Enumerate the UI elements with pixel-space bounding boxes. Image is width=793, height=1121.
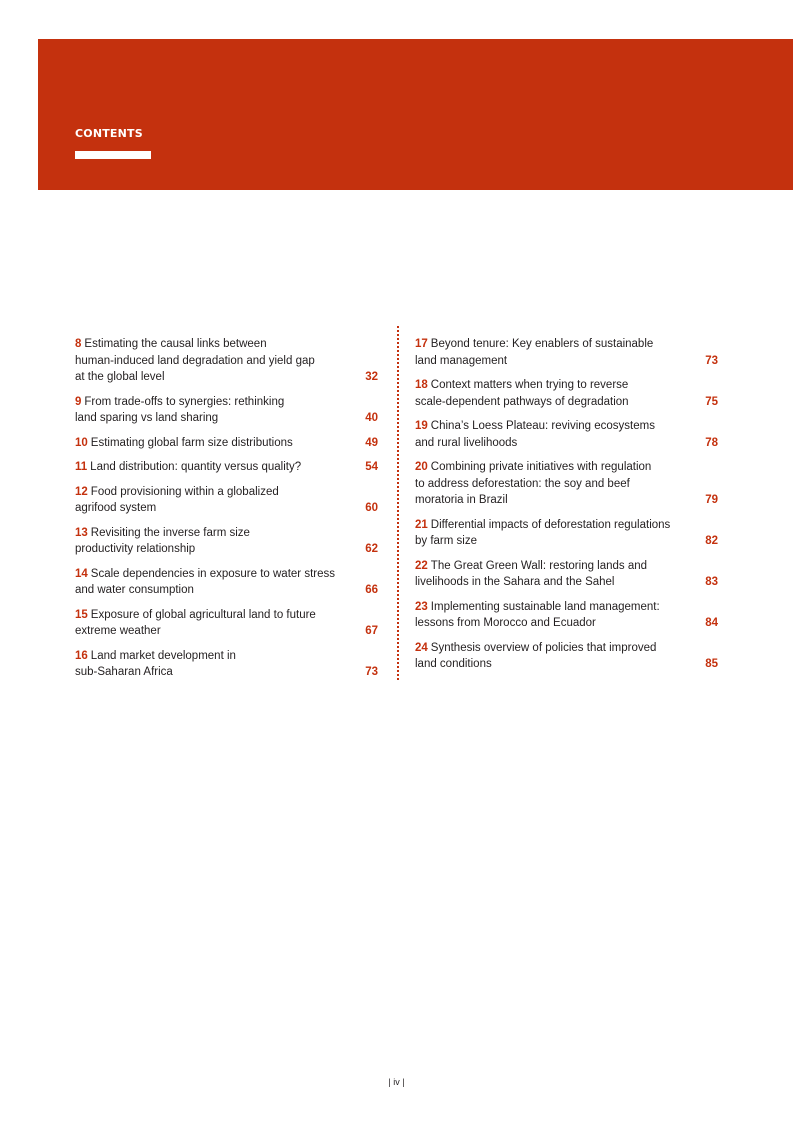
toc-entry-title-text: agrifood system (75, 502, 157, 514)
toc-entry-title-line (415, 599, 686, 616)
toc-entry-title-text: at the global level (75, 371, 165, 383)
toc-entry[interactable] (415, 517, 718, 550)
toc-entry-page-number: 73 (705, 354, 718, 367)
toc-entry-number: 23 (415, 600, 428, 613)
toc-entry-page-number: 62 (365, 543, 378, 555)
toc-entry-title-line (415, 517, 686, 534)
toc-entry-page-number: 83 (705, 576, 718, 588)
toc-entry-title-line (75, 484, 346, 501)
toc-entry-title-text: and water consumption (75, 584, 194, 596)
toc-entry-title-line (75, 582, 346, 599)
toc-entry-title-text: scale-dependent pathways of degradation (415, 395, 629, 408)
toc-entry-title-line (415, 459, 686, 476)
toc-entry-number: 21 (415, 518, 428, 531)
toc-entry-number: 22 (415, 559, 428, 572)
toc-entry-number: 15 (75, 608, 88, 621)
toc-entry-page-number: 60 (365, 502, 378, 514)
toc-entry-page-number: 32 (365, 371, 378, 383)
toc-entry-number: 9 (75, 395, 82, 408)
toc-entry-page-number: 40 (365, 412, 378, 424)
toc-entry[interactable] (75, 566, 378, 599)
toc-entry-title-text: moratoria in Brazil (415, 494, 508, 506)
toc-entry-title-line (75, 648, 346, 665)
toc-entry-number: 16 (75, 649, 88, 662)
toc-entry-title-line (415, 336, 686, 353)
toc-entry-title-text: land sparing vs land sharing (75, 412, 219, 424)
toc-entry[interactable] (75, 648, 378, 681)
toc-entry-page-number: 54 (365, 461, 378, 473)
toc-entry-title-line (415, 394, 686, 411)
toc-entry[interactable] (415, 599, 718, 632)
toc-entry-title-line (75, 336, 346, 353)
toc-entry[interactable] (75, 459, 378, 476)
toc-column-right (415, 336, 718, 681)
toc-entry-number: 8 (75, 338, 82, 350)
toc-entry-title-line (415, 656, 686, 673)
toc-entry-title-line (75, 541, 346, 558)
toc-entry-title-line (415, 574, 686, 591)
toc-entry-title-text: Beyond tenure: Key enablers of sustainable (430, 338, 654, 350)
toc-entry-title-line (415, 492, 686, 509)
toc-entry-title-text: Scale dependencies in exposure to water stress (90, 567, 335, 580)
toc-entry[interactable] (75, 607, 378, 640)
toc-entry-number: 19 (415, 420, 428, 432)
toc-entry-title-line (415, 615, 686, 632)
toc-entry-title-text: Land market development in (90, 649, 236, 662)
toc-entry[interactable] (415, 377, 718, 410)
toc-entry-title-line (415, 476, 686, 493)
toc-entry-title-text: human-induced land degradation and yield gap (75, 354, 315, 367)
toc-entry-page-number: 73 (365, 666, 378, 678)
toc-entry[interactable] (415, 459, 718, 509)
toc-entry-number: 10 (75, 436, 88, 449)
toc-entry-title-line (75, 623, 346, 640)
toc-entry-title-line (75, 500, 346, 517)
toc-entry-title-text: Context matters when trying to reverse (430, 379, 629, 391)
toc-entry-title-text: Synthesis overview of policies that improved (430, 641, 657, 654)
toc-entry-title-text: China’s Loess Plateau: reviving ecosystems (430, 420, 655, 432)
toc-entry-page-number: 75 (705, 395, 718, 408)
toc-entry[interactable] (415, 418, 718, 451)
toc-entry-title-text: sub-Saharan Africa (75, 666, 173, 678)
toc-entry-page-number: 79 (705, 494, 718, 506)
toc-entry-title-text: livelihoods in the Sahara and the Sahel (415, 576, 615, 588)
toc-entry-title-text: Implementing sustainable land management: (430, 600, 660, 613)
toc-entry-page-number: 78 (705, 436, 718, 449)
toc-entry-title-text: Estimating the causal links between (84, 338, 267, 350)
toc-entry-number: 11 (75, 461, 88, 473)
toc-entry-title-text: Estimating global farm size distributions (90, 436, 293, 449)
toc-entry-title-text: extreme weather (75, 625, 161, 637)
toc-entry[interactable] (415, 558, 718, 591)
toc-entry-title-line (75, 664, 346, 681)
toc-entry-page-number: 82 (705, 535, 718, 547)
page-title: CONTENTS (75, 127, 143, 140)
toc-entry-number: 17 (415, 338, 428, 350)
toc-entry-title-text: lessons from Morocco and Ecuador (415, 617, 596, 629)
toc-entry-number: 13 (75, 526, 88, 539)
toc-entry[interactable] (75, 336, 378, 386)
toc-entry-title-line (415, 558, 686, 575)
column-divider (397, 326, 399, 680)
toc-entry-title-text: Land distribution: quantity versus quality? (90, 461, 302, 473)
toc-entry[interactable] (75, 435, 378, 452)
toc-entry-title-line (75, 435, 346, 452)
toc-entry-title-line (75, 369, 346, 386)
contents-header-banner (38, 39, 793, 190)
toc-entry-title-line (415, 435, 686, 452)
toc-entry[interactable] (75, 394, 378, 427)
toc-entry-title-line (415, 533, 686, 550)
toc-entry-number: 14 (75, 567, 88, 580)
toc-entry-title-text: Combining private initiatives with regulation (430, 461, 652, 473)
toc-entry-title-text: From trade-offs to synergies: rethinking (84, 395, 285, 408)
toc-entry-number: 18 (415, 379, 428, 391)
toc-entry-title-text: land conditions (415, 658, 492, 670)
toc-entry-title-line (75, 394, 346, 411)
toc-entry[interactable] (75, 484, 378, 517)
toc-entry-title-line (75, 410, 346, 427)
toc-entry-title-text: Differential impacts of deforestation regulations (430, 518, 671, 531)
toc-entry-page-number: 84 (705, 617, 718, 629)
toc-entry[interactable] (415, 640, 718, 673)
toc-entry-number: 12 (75, 485, 88, 498)
toc-column-left (75, 336, 378, 689)
toc-entry-title-text: Exposure of global agricultural land to future (90, 608, 316, 621)
toc-entry[interactable] (75, 525, 378, 558)
toc-entry-title-line (415, 377, 686, 394)
toc-entry-number: 20 (415, 461, 428, 473)
toc-entry-page-number: 85 (705, 658, 718, 670)
toc-entry-title-line (415, 418, 686, 435)
toc-entry-title-line (75, 566, 346, 583)
toc-entry-title-text: by farm size (415, 535, 477, 547)
page-number: | iv | (388, 1077, 405, 1087)
toc-entry-title-text: to address deforestation: the soy and beef (415, 477, 630, 490)
toc-entry-title-text: Revisiting the inverse farm size (90, 526, 250, 539)
toc-entry-title-line (75, 459, 346, 476)
toc-entry-title-text: land management (415, 354, 508, 367)
toc-entry-title-text: and rural livelihoods (415, 436, 518, 449)
toc-entry-title-line (415, 353, 686, 370)
toc-entry-title-text: The Great Green Wall: restoring lands and (430, 559, 648, 572)
toc-entry[interactable] (415, 336, 718, 369)
toc-entry-title-line (415, 640, 686, 657)
title-underline-bar (75, 151, 151, 159)
toc-entry-title-line (75, 607, 346, 624)
toc-entry-title-line (75, 525, 346, 542)
toc-entry-title-line (75, 353, 346, 370)
toc-entry-page-number: 66 (365, 584, 378, 596)
toc-entry-page-number: 49 (365, 436, 378, 449)
toc-entry-title-text: Food provisioning within a globalized (90, 485, 279, 498)
toc-entry-page-number: 67 (365, 625, 378, 637)
toc-entry-number: 24 (415, 641, 428, 654)
toc-entry-title-text: productivity relationship (75, 543, 196, 555)
